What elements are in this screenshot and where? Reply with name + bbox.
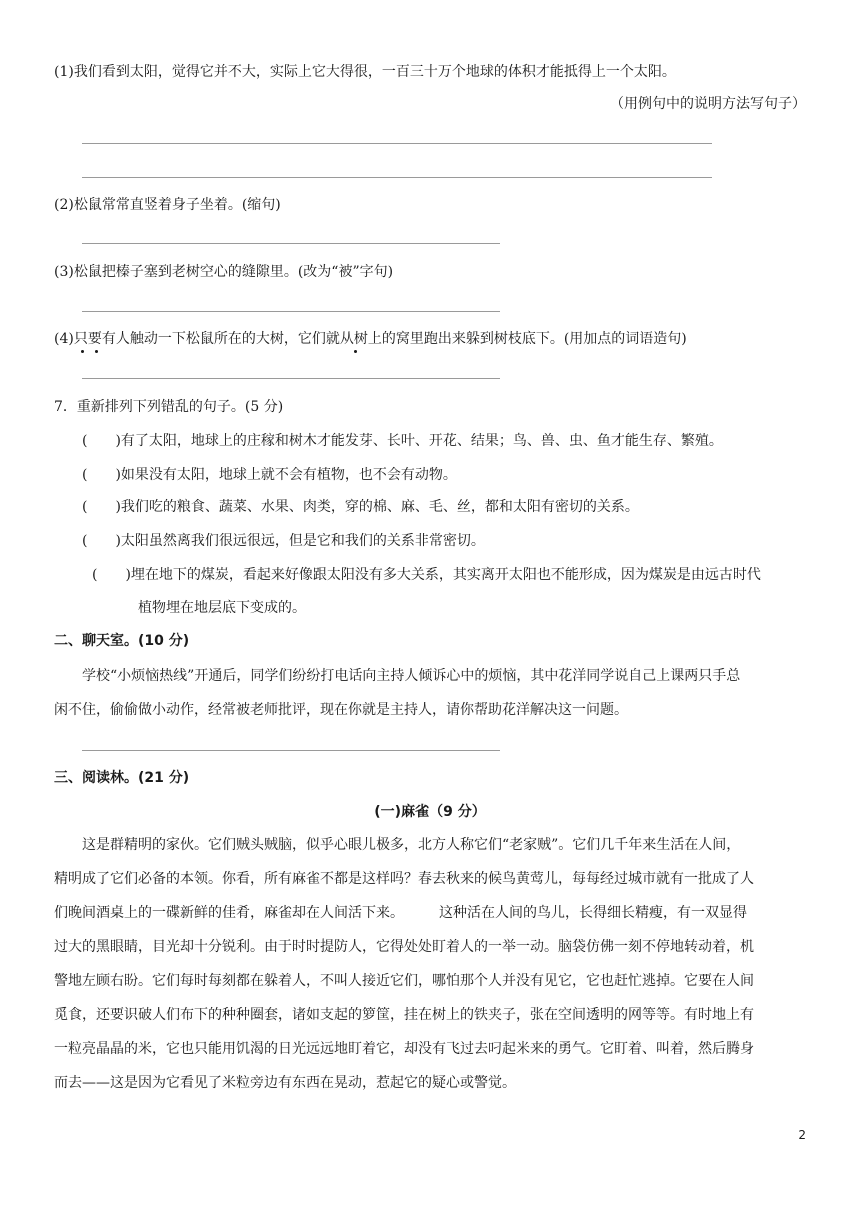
reorder-item-5-continuation: 植物埋在地层底下变成的。 [138, 600, 306, 616]
reorder-item-4: ( )太阳虽然离我们很远很远，但是它和我们的关系非常密切。 [82, 533, 485, 549]
answer-line[interactable] [82, 750, 500, 751]
emphasis-dot [81, 350, 84, 353]
passage-line: 精明成了它们必备的本领。你看，所有麻雀不都是这样吗？春去秋来的候鸟黄莺儿，每每经过城市就有一批成了人 [54, 871, 754, 887]
emphasis-dot [95, 350, 98, 353]
section-two-line-1: 学校“小烦恼热线”开通后，同学们纷纷打电话向主持人倾诉心中的烦恼，其中花洋同学说自己上课两只手总 [82, 668, 741, 684]
answer-line[interactable] [82, 243, 500, 244]
passage-line: 这是群精明的家伙。它们贼头贼脑，似乎心眼儿极多，北方人称它们“老家贼”。它们几千年来生活在人间， [54, 837, 741, 853]
section-three-title: 三、阅读林。(21 分) [54, 770, 190, 786]
page-number: 2 [798, 1128, 806, 1142]
emphasis-dot [354, 350, 357, 353]
passage-line: 过大的黑眼睛，目光却十分锐利。由于时时提防人，它得处处盯着人的一举一动。脑袋仿佛一刻不停地转动着，机 [54, 939, 754, 955]
question-2: (2)松鼠常常直竖着身子坐着。(缩句) [54, 197, 281, 213]
question-3: (3)松鼠把榛子塞到老树空心的缝隙里。(改为“被”字句) [54, 264, 394, 280]
answer-line[interactable] [82, 311, 500, 312]
question-1-hint: （用例句中的说明方法写句子） [610, 96, 806, 112]
passage-title: (一)麻雀（9 分） [374, 804, 486, 820]
question-1: (1)我们看到太阳，觉得它并不大，实际上它大得很，一百三十万个地球的体积才能抵得上一个太阳。 [54, 64, 676, 80]
reorder-item-3: ( )我们吃的粮食、蔬菜、水果、肉类，穿的棉、麻、毛、丝，都和太阳有密切的关系。 [82, 499, 639, 515]
passage-line: 一粒亮晶晶的米，它也只能用饥渴的日光远远地盯着它，却没有飞过去叼起米来的勇气。它盯着、叫着，然后腾身 [54, 1041, 754, 1057]
answer-line[interactable] [82, 143, 712, 144]
reorder-item-5: ( )埋在地下的煤炭，看起来好像跟太阳没有多大关系，其实离开太阳也不能形成，因为煤炭是由远古时代 [92, 567, 761, 583]
section-two-line-2: 闲不住，偷偷做小动作，经常被老师批评，现在你就是主持人，请你帮助花洋解决这一问题。 [54, 702, 628, 718]
question-4: (4)只要有人触动一下松鼠所在的大树，它们就从树上的窝里跑出来躲到树枝底下。(用加点的词语造句) [54, 331, 687, 347]
answer-line[interactable] [82, 177, 712, 178]
passage-line: 觅食，还要识破人们布下的种种圈套，诸如支起的箩筐，挂在树上的铁夹子，张在空间透明的网等等。有时地上有 [54, 1007, 754, 1023]
exercise-7-title: 7．重新排列下列错乱的句子。(5 分) [54, 399, 284, 415]
section-two-title: 二、聊天室。(10 分) [54, 633, 190, 649]
reorder-item-2: ( )如果没有太阳，地球上就不会有植物，也不会有动物。 [82, 467, 457, 483]
passage-line: 而去——这是因为它看见了米粒旁边有东西在晃动，惹起它的疑心或警觉。 [54, 1075, 516, 1091]
reorder-item-1: ( )有了太阳，地球上的庄稼和树木才能发芽、长叶、开花、结果；鸟、兽、虫、鱼才能生存、繁殖。 [82, 433, 723, 449]
answer-line[interactable] [82, 378, 500, 379]
passage-line: 们晚间酒桌上的一碟新鲜的佳肴，麻雀却在人间活下来。 这种活在人间的鸟儿，长得细长精瘦，有一双显得 [54, 905, 747, 921]
passage-line: 警地左顾右盼。它们每时每刻都在躲着人，不叫人接近它们，哪怕那个人并没有见它，它也赶忙逃掉。它要在人间 [54, 973, 754, 989]
